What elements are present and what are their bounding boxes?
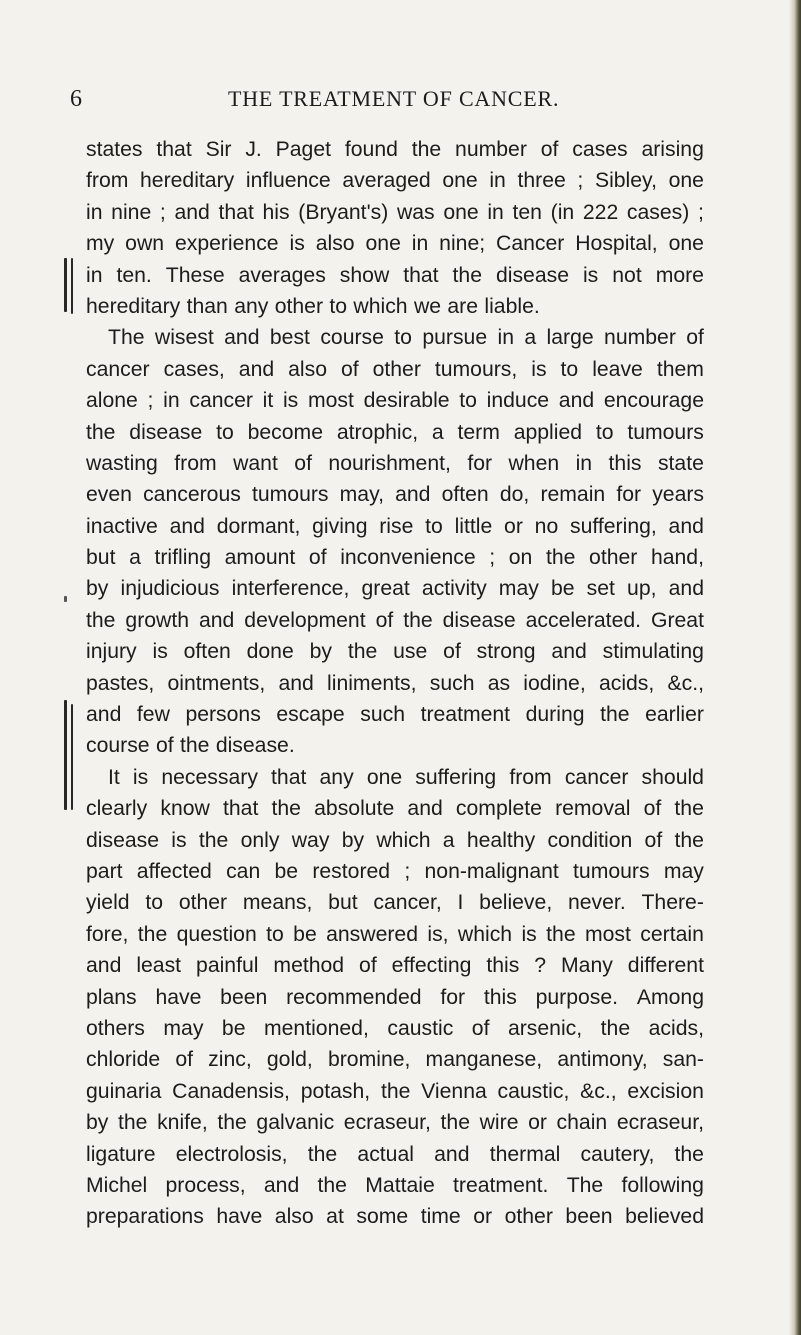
text-line: The wisest and best course to pursue in a large number of: [108, 326, 704, 350]
text-line: yield to other means, but cancer, I believe, never. There-: [86, 891, 704, 915]
text-line: and few persons escape such treatment during the earlier: [86, 703, 704, 727]
text-line: wasting from want of nourishment, for when in this state: [86, 451, 704, 475]
page-number: 6: [70, 86, 83, 112]
text-line: ligature electrolosis, the actual and thermal cautery, the: [86, 1142, 704, 1166]
text-line: It is necessary that any one suffering from cancer should: [108, 765, 704, 789]
text-line: even cancerous tumours may, and often do, remain for years: [86, 483, 704, 507]
paragraph: [86, 322, 704, 761]
margin-mark: [64, 258, 67, 312]
text-line: and least painful method of effecting this ? Many different: [86, 954, 704, 978]
text-line: alone ; in cancer it is most desirable to induce and encourage: [86, 389, 704, 413]
text-line: from hereditary influence averaged one in three ; Sibley, one: [86, 169, 704, 193]
paragraph: [86, 134, 704, 322]
text-line: course of the disease.: [86, 734, 295, 758]
paragraph: [86, 762, 704, 1233]
page-edge-shadow: [789, 0, 801, 1335]
text-line: chloride of zinc, gold, bromine, manganese, antimony, san-: [86, 1048, 704, 1072]
text-line: disease is the only way by which a healthy condition of the: [86, 828, 704, 852]
text-line: states that Sir J. Paget found the number of cases arising: [86, 138, 704, 161]
text-line: pastes, ointments, and liniments, such as iodine, acids, &c.,: [86, 671, 704, 695]
text-line: clearly know that the absolute and complete removal of the: [86, 797, 704, 821]
text-line: in nine ; and that his (Bryant's) was one in ten (in 222 cases) ;: [86, 200, 704, 224]
margin-mark: [71, 258, 73, 314]
text-line: preparations have also at some time or other been believed: [86, 1205, 704, 1229]
text-line: hereditary than any other to which we are liable.: [86, 294, 540, 318]
text-line: by the knife, the galvanic ecraseur, the wire or chain ecraseur,: [86, 1111, 704, 1135]
text-line: guinaria Canadensis, potash, the Vienna caustic, &c., excision: [86, 1079, 704, 1103]
text-line: Michel process, and the Mattaie treatment. The following: [86, 1173, 704, 1197]
margin-mark: [71, 704, 73, 810]
ink-speck: [64, 596, 67, 602]
margin-mark: [64, 700, 67, 810]
text-line: fore, the question to be answered is, which is the most certain: [86, 922, 704, 946]
text-line: inactive and dormant, giving rise to little or no suffering, and: [86, 514, 704, 538]
text-line: cancer cases, and also of other tumours, is to leave them: [86, 357, 704, 381]
text-line: injury is often done by the use of strong and stimulating: [86, 640, 704, 664]
text-line: the disease to become atrophic, a term applied to tumours: [86, 420, 704, 444]
text-line: by injudicious interference, great activity may be set up, and: [86, 577, 704, 601]
text-line: in ten. These averages show that the disease is not more: [86, 263, 704, 287]
text-line: plans have been recommended for this purpose. Among: [86, 985, 704, 1009]
text-line: others may be mentioned, caustic of arsenic, the acids,: [86, 1016, 704, 1040]
body-text: [86, 134, 704, 1233]
running-head: THE TREATMENT OF CANCER.: [228, 86, 560, 111]
text-line: my own experience is also one in nine; Cancer Hospital, one: [86, 232, 704, 256]
text-line: part affected can be restored ; non-malignant tumours may: [86, 859, 704, 883]
text-line: but a trifling amount of inconvenience ; on the other hand,: [86, 546, 704, 570]
text-line: the growth and development of the disease accelerated. Great: [86, 608, 704, 632]
page-header: [0, 83, 790, 115]
